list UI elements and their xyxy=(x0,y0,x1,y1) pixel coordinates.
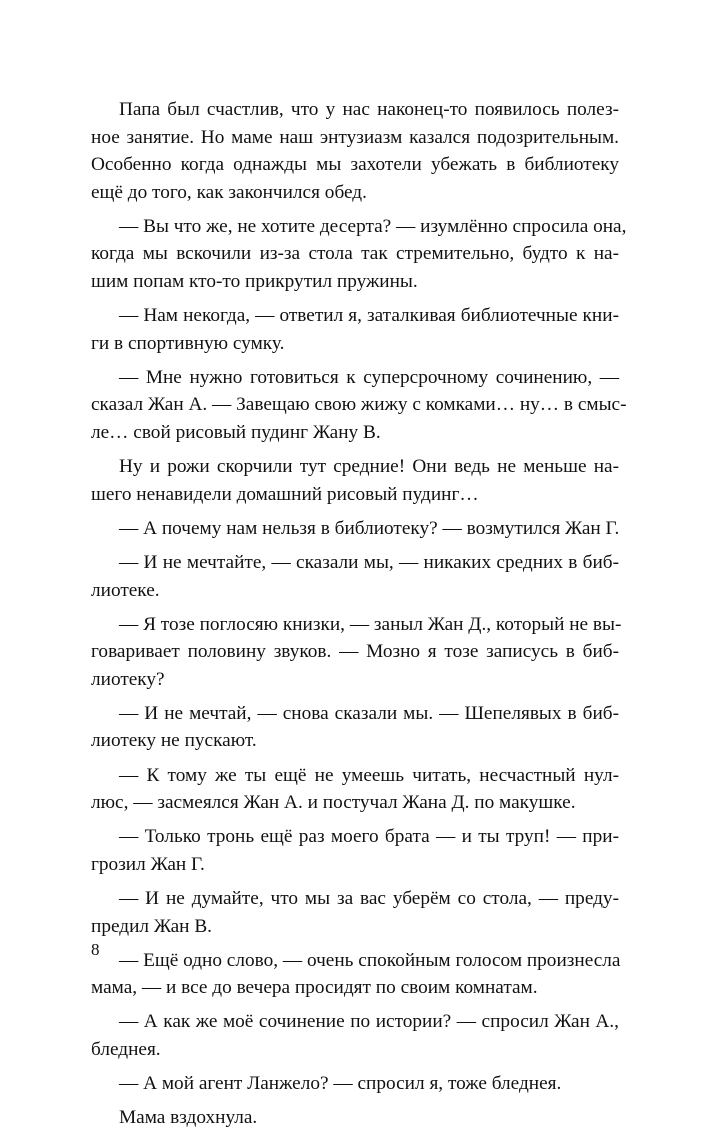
text-line: ги в спортивную сумку. xyxy=(91,332,285,354)
text-line: — Ещё одно слово, — очень спокойным голосом произнесла xyxy=(119,949,621,971)
paragraph xyxy=(91,885,619,940)
paragraph xyxy=(91,302,619,357)
text-line: Особенно когда однажды мы захотели убежать в библиотеку xyxy=(91,154,619,176)
text-line: — Мне нужно готовиться к суперсрочному сочинению, — xyxy=(119,366,619,388)
body-text xyxy=(91,96,627,1138)
text-line: бледнея. xyxy=(91,1038,161,1060)
paragraph xyxy=(91,364,627,447)
text-line: — И не мечтай, — снова сказали мы. — Шепелявых в биб- xyxy=(119,702,619,724)
text-line: — К тому же ты ещё не умеешь читать, несчастный нул- xyxy=(119,764,619,786)
text-line: Ну и рожи скорчили тут средние! Они ведь не меньше на- xyxy=(119,456,619,478)
paragraph xyxy=(91,549,619,604)
paragraph xyxy=(91,947,619,1002)
text-line: — И не мечтайте, — сказали мы, — никаких средних в биб- xyxy=(119,551,619,573)
paragraph xyxy=(91,1008,619,1063)
text-line: ле… свой рисовый пудинг Жану В. xyxy=(91,422,381,444)
text-line: мама, — и все до вечера просидят по своим комнатам. xyxy=(91,977,538,999)
text-line: шего ненавидели домашний рисовый пудинг… xyxy=(91,483,479,505)
text-line: — А мой агент Ланжело? — спросил я, тоже бледнея. xyxy=(119,1073,562,1094)
paragraph xyxy=(91,515,619,543)
paragraph xyxy=(91,1104,619,1132)
text-line: ещё до того, как закончился обед. xyxy=(91,181,367,203)
text-line: говаривает половину звуков. — Мозно я тозе записусь в биб- xyxy=(91,641,619,663)
text-line: — Вы что же, не хотите десерта? — изумлённо спросила она, xyxy=(119,215,627,237)
paragraph xyxy=(91,823,619,878)
text-line: шим попам кто-то прикрутил пружины. xyxy=(91,271,418,293)
text-line: — Я тозе поглосяю книзки, — заныл Жан Д., который не вы- xyxy=(119,613,622,635)
text-line: — А почему нам нельзя в библиотеку? — возмутился Жан Г. xyxy=(119,517,620,539)
text-line: — И не думайте, что мы за вас уберём со стола, — преду- xyxy=(119,887,619,909)
paragraph xyxy=(91,762,619,817)
paragraph xyxy=(91,1070,619,1098)
paragraph xyxy=(91,611,622,694)
paragraph xyxy=(91,700,619,755)
text-line: — Нам некогда, — ответил я, заталкивая библиотечные кни- xyxy=(119,305,619,327)
text-line: когда мы вскочили из-за стола так стремительно, будто к на- xyxy=(91,243,619,265)
paragraph xyxy=(91,453,619,508)
text-line: Мама вздохнула. xyxy=(119,1107,258,1129)
page-number: 8 xyxy=(91,940,100,959)
text-line: — А как же моё сочинение по истории? — спросил Жан А., xyxy=(119,1011,619,1033)
text-line: люс, — засмеялся Жан А. и постучал Жана Д. по макушке. xyxy=(91,792,576,814)
text-line: лиотеку? xyxy=(91,668,165,690)
text-line: Папа был счастлив, что у нас наконец-то появилось полез- xyxy=(119,99,619,120)
text-line: грозил Жан Г. xyxy=(91,853,205,875)
text-line: сказал Жан А. — Завещаю свою жижу с комками… ну… в смыс- xyxy=(91,394,627,416)
text-line: предил Жан В. xyxy=(91,915,213,937)
text-line: лиотеке. xyxy=(91,579,160,601)
paragraph xyxy=(91,213,627,296)
text-line: — Только тронь ещё раз моего брата — и ты труп! — при- xyxy=(119,826,619,848)
paragraph xyxy=(91,96,619,206)
text-line: лиотеку не пускают. xyxy=(91,730,257,752)
text-line: ное занятие. Но маме наш энтузиазм казался подозрительным. xyxy=(91,126,619,148)
